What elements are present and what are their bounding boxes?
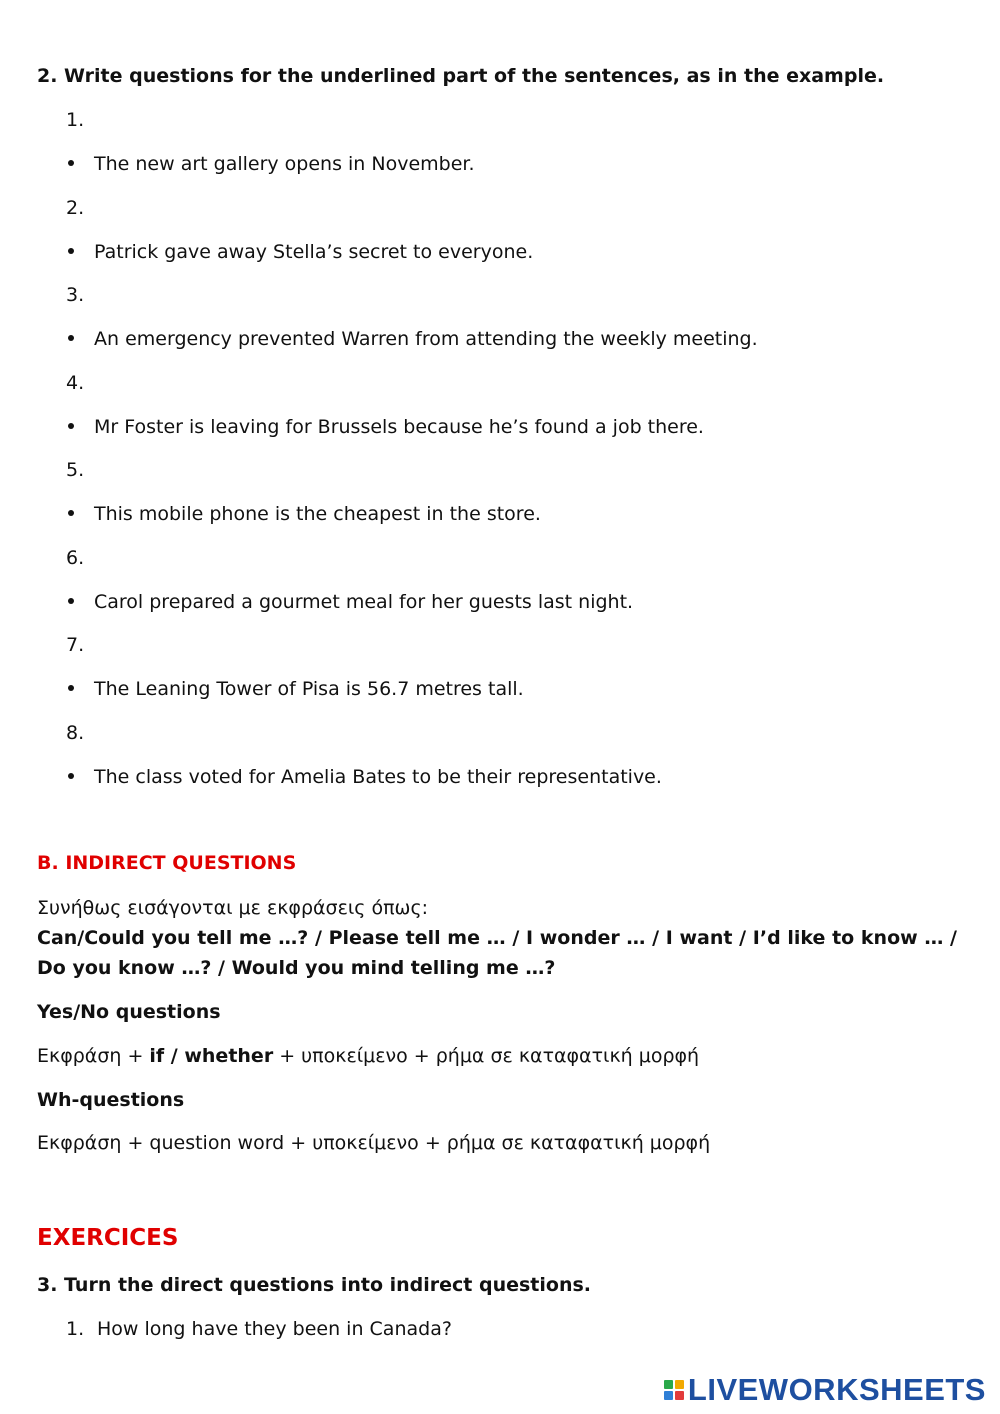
section-b-heading: B. INDIRECT QUESTIONS [37,852,297,874]
logo-square-blue [664,1391,673,1400]
logo-mark-icon [664,1380,684,1400]
yes-no-heading: Yes/No questions [37,1001,221,1023]
exercise-2-item-number: 7. [66,634,85,656]
sentence-text: The new art gallery opens in November. [94,153,475,175]
yes-no-rule-suffix: + υποκείμενο + ρήμα σε καταφατική μορφή [273,1045,700,1067]
exercise-2-sentence [66,240,533,264]
indirect-expressions: Can/Could you tell me …? / Please tell me … / I wonder … / I want / I’d like to know … / Do you know …? / Would you mind telling me …? [37,927,957,979]
exercise-2-sentence [66,502,541,526]
liveworksheets-logo [664,1372,986,1408]
exercise-2-item-number: 3. [66,284,85,306]
sentence-text: An emergency prevented Warren from attending the weekly meeting. [94,328,758,350]
sentence-text: Mr Foster is leaving for Brussels because he’s found a job there. [94,415,704,438]
sentence-text: This mobile phone is the cheapest in the store. [94,503,541,525]
bullet-icon [68,685,74,691]
bullet-icon [68,773,74,779]
bullet-icon [68,510,74,516]
exercise-2-title: 2. Write questions for the underlined part of the sentences, as in the example. [37,65,885,87]
yes-no-rule [37,1044,699,1068]
section-b-intro: Συνήθως εισάγονται με εκφράσεις όπως: [37,897,429,919]
sentence-text: Patrick gave away Stella’s secret to everyone. [94,240,534,263]
exercise-2-sentence [66,415,704,439]
exercise-2-item-number: 1. [66,109,85,131]
exercise-3-title: 3. Turn the direct questions into indirect questions. [37,1274,592,1296]
exercise-2-item-number: 4. [66,371,85,394]
yes-no-rule-keyword: if / whether [149,1045,274,1067]
wh-rule: Εκφράση + question word + υποκείμενο + ρήμα σε καταφατική μορφή [37,1132,711,1154]
exercises-heading: EXERCICES [37,1225,179,1251]
exercise-2-item-number: 5. [66,459,85,481]
sentence-text: The class voted for Amelia Bates to be their representative. [94,765,662,788]
exercise-2-sentence [66,327,758,351]
wh-heading: Wh-questions [37,1089,185,1111]
bullet-icon [68,248,74,254]
exercise-3-item-number: 1. [66,1318,85,1340]
yes-no-rule-prefix: Εκφράση + [37,1045,150,1067]
exercise-2-sentence [66,677,524,701]
bullet-icon [68,335,74,341]
exercise-2-sentence [66,765,662,789]
bullet-icon [68,423,74,429]
bullet-icon [68,160,74,166]
logo-square-green [664,1380,673,1389]
exercise-2-item-number: 2. [66,196,85,219]
exercise-2-item-number: 6. [66,546,85,569]
logo-square-yellow [675,1380,684,1389]
sentence-text: Carol prepared a gourmet meal for her guests last night. [94,590,634,613]
exercise-3-item-text: How long have they been in Canada? [97,1318,452,1340]
exercise-2-item-number: 8. [66,721,85,744]
exercise-2-sentence [66,590,633,614]
logo-square-red [675,1391,684,1400]
sentence-text: The Leaning Tower of Pisa is 56.7 metres tall. [94,678,524,700]
exercise-2-sentence [66,152,475,176]
bullet-icon [68,598,74,604]
logo-text: LIVEWORKSHEETS [687,1372,986,1407]
